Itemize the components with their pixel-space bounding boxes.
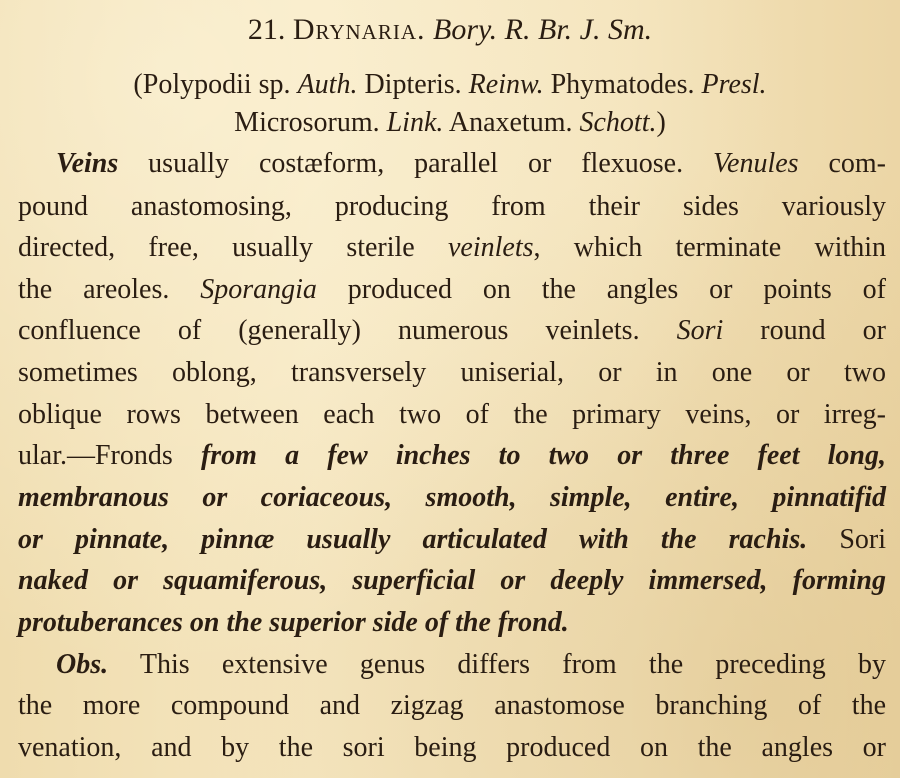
observation-line-1: Obs. This extensive genus differs from the preceding by	[56, 649, 886, 680]
description-line-5: confluence of (generally) numerous veinlets. Sori round or	[18, 315, 886, 346]
genus-authorities: Bory. R. Br. J. Sm.	[433, 13, 653, 46]
description-line-10: or pinnate, pinnæ usually articulated with the rachis. Sori	[18, 524, 886, 555]
description-line-2: pound anastomosing, producing from their sides variously	[18, 191, 886, 222]
genus-number: 21.	[247, 13, 286, 46]
description-line-6: sometimes oblong, transversely uniserial, or in one or two	[18, 357, 886, 388]
description-line-3: directed, free, usually sterile veinlets, which terminate within	[18, 232, 887, 263]
description-line-8: ular.—Fronds from a few inches to two or three feet long,	[18, 440, 886, 471]
synonyms-line-1: (Polypodii sp. Auth. Dipteris. Reinw. Phymatodes. Presl.	[133, 69, 767, 100]
observation-line-2: the more compound and zigzag anastomose branching of the	[18, 690, 886, 721]
description-line-7: oblique rows between each two of the primary veins, or irreg-	[18, 399, 886, 430]
description-line-12: protuberances on the superior side of the frond.	[18, 607, 569, 638]
genus-heading	[0, 10, 900, 50]
genus-name: Drynaria.	[292, 13, 426, 46]
description-line-9: membranous or coriaceous, smooth, simple, entire, pinnatifid	[18, 482, 886, 513]
description-line-4: the areoles. Sporangia produced on the angles or points of	[18, 274, 886, 305]
observation-line-3: venation, and by the sori being produced on the angles or	[18, 732, 886, 763]
description-line-11: naked or squamiferous, superficial or deeply immersed, forming	[18, 565, 886, 596]
synonyms-line-2: Microsorum. Link. Anaxetum. Schott.)	[234, 107, 666, 138]
description-line-1: Veins usually costæform, parallel or flexuose. Venules com-	[56, 148, 887, 179]
